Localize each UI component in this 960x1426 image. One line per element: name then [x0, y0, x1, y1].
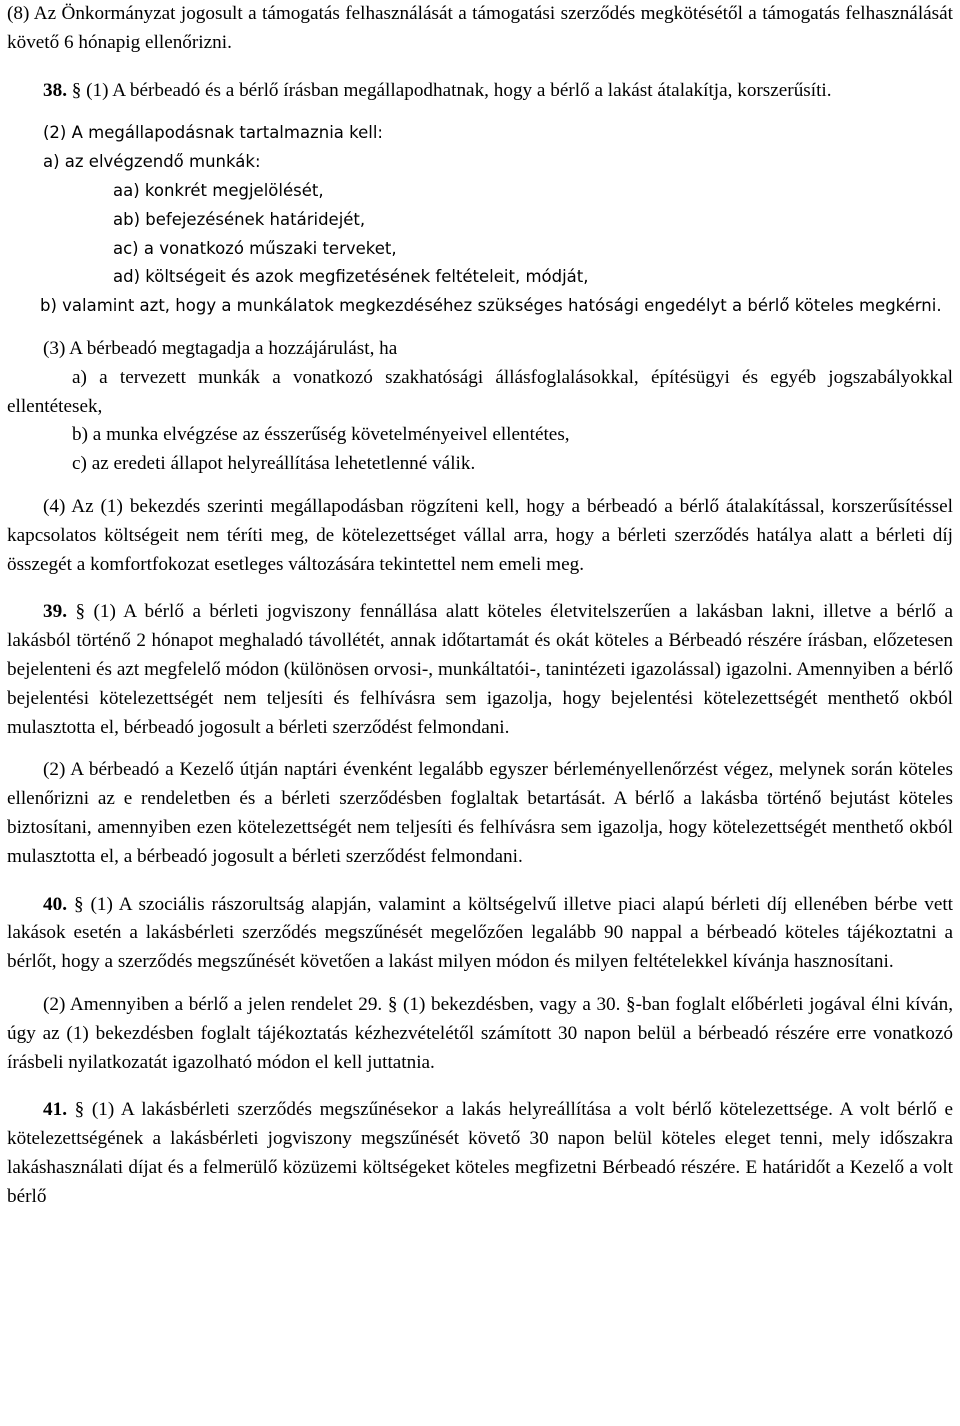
section-41-paragraph-1: 41. § (1) A lakásbérleti szerződés megszűnésekor a lakás helyreállítása a volt bérlő kötelezettsége. A volt bérlő e kötelezettségének a lakásbérleti jogviszony megszűnését követő 30 napon belül köteles eleget tenni, mely időszakra lakáshasználati díjat és a felmerülő közüzemi költségeket köteles megfizetni Bérbeadó részére. E határidőt a Kezelő a volt bérlő	[7, 1099, 953, 1207]
section-38-paragraph-3-a: a) a tervezett munkák a vonatkozó szakhatósági állásfoglalásokkal, építésügyi és egyéb jogszabályokkal ellentétesek,	[7, 366, 953, 417]
section-39-paragraph-1: 39. § (1) A bérlő a bérleti jogviszony fennállása alatt köteles életvitelszerűen a lakásban lakni, illetve a bérlő a lakásból történő 2 hónapot meghaladó távollétét, annak időtartamát és okát köteles a Bérbeadó részére írásban, előzetesen bejelenteni és azt megfelelő módon (különösen orvosi-, munkáltatói-, tanintézeti igazolással) igazolni. Amennyiben a bérlő bejelentési kötelezettségét nem teljesíti és felhívásra sem igazolja, hogy bejelentési kötelezettségét menthető okból mulasztotta el, bérbeadó jogosult a bérleti szerződést felmondani.	[7, 601, 953, 738]
section-40-paragraph-1: 40. § (1) A szociális rászorultság alapján, valamint a költségelvű illetve piaci alapú bérleti díj ellenében bérbe vett lakások esetén a lakásbérleti szerződés megszűnését megelőzően legalább 90 nappal a bérbeadó köteles tájékoztatni a bérlőt, hogy a szerződés megszűnését követően a lakást milyen módon és milyen feltételekkel kívánja hasznosítani.	[7, 893, 954, 973]
section-40-paragraph-2: (2) Amennyiben a bérlő a jelen rendelet 29. § (1) bekezdésben, vagy a 30. §-ban foglalt előbérleti jogával élni kíván, úgy az (1) bekezdésben foglalt tájékoztatás kézhezvételétől számított 30 napon belül a bérbeadó részére erre vonatkozó írásbeli nyilatkozatát igazolható módon el kell juttatnia.	[7, 993, 953, 1073]
list-item-ac: ac) a vonatkozó műszaki terveket,	[113, 238, 397, 258]
section-38-paragraph-2	[7, 119, 953, 321]
section-38-paragraph-3-b: b) a munka elvégzése az ésszerűség követelményeivel ellentétes,	[72, 424, 570, 446]
section-number-40: 40.	[43, 893, 67, 915]
section-38-paragraph-3-intro: (3) A bérbeadó megtagadja a hozzájárulást, ha	[43, 337, 398, 359]
section-number-41: 41.	[43, 1099, 67, 1121]
section-38-paragraph-3-c: c) az eredeti állapot helyreállítása lehetetlenné válik.	[72, 453, 476, 475]
section-38-paragraph-4: (4) Az (1) bekezdés szerinti megállapodásban rögzíteni kell, hogy a bérbeadó a bérlő átalakítással, korszerűsítéssel kapcsolatos költségeit nem téríti meg, de kötelezettséget vállal arra, hogy a bérleti szerződés hatálya alatt a bérleti díj összegét a komfortfokozat esetleges változására tekintettel nem emeli meg.	[7, 495, 953, 575]
list-item-ad: ad) költségeit és azok megfizetésének feltételeit, módját,	[113, 267, 589, 287]
section-39-paragraph-2: (2) A bérbeadó a Kezelő útján naptári évenként legalább egyszer bérleményellenőrzést végez, melynek során köteles ellenőrizni az e rendeletben és a bérleti szerződésben foglaltak betartását. A bérlő a lakásba történő bejutást köteles biztosítani, amennyiben ezen kötelezettségét nem teljesíti és felhívásra sem igazolja, hogy kötelezettségét menthető okból mulasztotta el, a bérbeadó jogosult a bérleti szerződést felmondani.	[7, 759, 953, 867]
list-item-aa: aa) konkrét megjelölését,	[113, 180, 324, 200]
section-38-paragraph-1: 38. § (1) A bérbeadó és a bérlő írásban megállapodhatnak, hogy a bérlő a lakást átalakítja, korszerűsíti.	[43, 79, 832, 101]
paragraph-8: (8) Az Önkormányzat jogosult a támogatás felhasználását a támogatási szerződés megkötésétől a támogatás felhasználását követő 6 hónapig ellenőrizni.	[7, 3, 953, 53]
section-number-38: 38.	[43, 79, 67, 101]
list-item-b: b) valamint azt, hogy a munkálatok megkezdéséhez szükséges hatósági engedélyt a bérlő köteles megkérni.	[40, 296, 942, 316]
list-intro: (2) A megállapodásnak tartalmaznia kell:	[43, 123, 383, 143]
list-item-a: a) az elvégzendő munkák:	[43, 152, 261, 172]
section-number-39: 39.	[43, 601, 67, 623]
list-item-ab: ab) befejezésének határidejét,	[113, 209, 366, 229]
